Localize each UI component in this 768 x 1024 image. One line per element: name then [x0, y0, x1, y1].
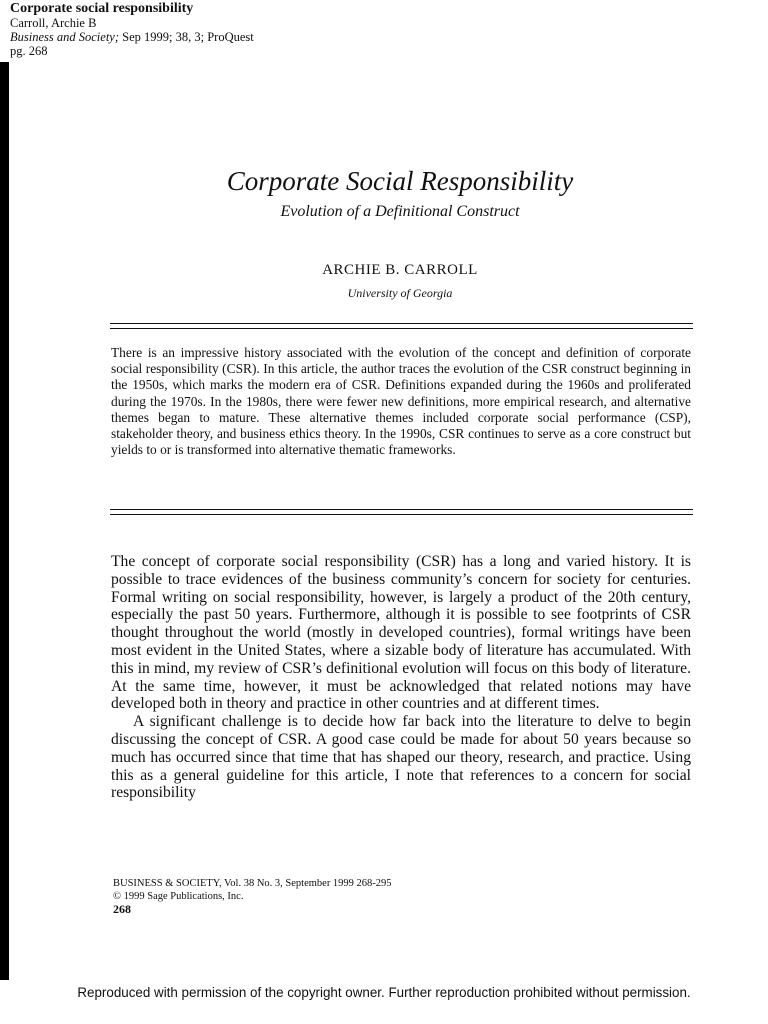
article-body [111, 553, 691, 802]
article-subtitle: Evolution of a Definitional Construct [280, 203, 520, 220]
abstract-text: There is an impressive history associated with the evolution of the concept and definition of corporate social responsibility (CSR). In this article, the author traces the evolution of the CSR construct beginning in the 1950s, which marks the modern era of CSR. Definitions expanded during the 1960s and proliferated during the 1970s. In the 1980s, there were fewer new definitions, more empirical research, and alternative themes began to mature. These alternative themes included corporate social performance (CSP), stakeholder theory, and business ethics theory. In the 1990s, CSR continues to serve as a core construct but yields to or is transformed into alternative thematic frameworks. [111, 345, 691, 458]
header-author: Carroll, Archie B [10, 16, 97, 30]
article-title: Corporate Social Responsibility [226, 166, 574, 196]
header-page: pg. 268 [10, 44, 48, 58]
header-source-details: Sep 1999; 38, 3; ProQuest [119, 30, 254, 44]
abstract-bottom-rule [110, 509, 693, 515]
journal-citation: BUSINESS & SOCIETY, Vol. 38 No. 3, September 1999 268-295 [113, 878, 392, 889]
author-affiliation: University of Georgia [347, 286, 453, 300]
document-header [10, 1, 254, 58]
body-paragraph-1: The concept of corporate social responsibility (CSR) has a long and varied history. It is possible to trace evidences of the business community’s concern for society for centuries. Formal writing on social responsibility, however, is largely a product of the 20th century, especially the past 50 years. Furthermore, although it is possible to see footprints of CSR thought throughout the world (mostly in developed countries), formal writings have been most evident in the United States, where a sizable body of literature has accumulated. With this in mind, my review of CSR’s definitional evolution will focus on this body of literature. At the same time, however, it must be acknowledged that related notions may have developed both in theory and practice in other countries and at different times. [111, 553, 691, 713]
header-source [10, 30, 254, 44]
scan-margin-bar [0, 62, 9, 980]
body-paragraph-2: A significant challenge is to decide how far back into the literature to delve to begin discussing the concept of CSR. A good case could be made for about 50 years because so much has occurred since that time that has shaped our theory, research, and practice. Using this as a general guideline for this article, I note that references to a concern for social responsibility [111, 713, 691, 802]
permission-notice: Reproduced with permission of the copyright owner. Further reproduction prohibited without permission. [77, 985, 691, 1000]
abstract-top-rule [110, 323, 693, 329]
header-source-journal: Business and Society; [10, 30, 120, 44]
journal-footer [113, 877, 392, 916]
article-author: ARCHIE B. CARROLL [322, 262, 478, 278]
page-number: 268 [113, 902, 131, 916]
journal-copyright: © 1999 Sage Publications, Inc. [113, 891, 244, 902]
header-title: Corporate social responsibility [10, 1, 194, 16]
